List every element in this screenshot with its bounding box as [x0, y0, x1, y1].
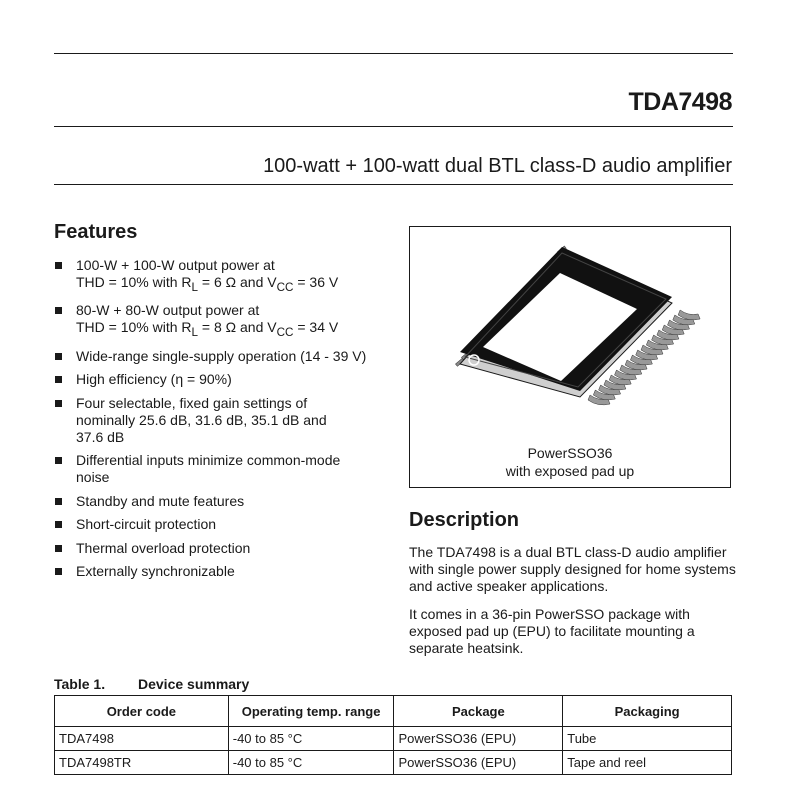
- feature-text: High efficiency (η = 90%): [76, 371, 232, 388]
- bullet-icon: [55, 400, 62, 407]
- description-heading: Description: [409, 509, 520, 531]
- description-paragraph: The TDA7498 is a dual BTL class-D audio amplifier with single power supply designed for home systems and active speaker applications.: [409, 544, 736, 594]
- feature-text: Four selectable, fixed gain settings of nominally 25.6 dB, 31.6 dB, 35.1 dB and 37.6 dB: [76, 394, 327, 445]
- feature-item: [54, 540, 394, 557]
- features-heading: Features: [54, 221, 138, 243]
- feature-text: 100-W + 100-W output power at THD = 10% with $R_L = 6$ Ω and $V_{CC} = 36$ V: [76, 257, 339, 294]
- table-number: Table 1.: [54, 676, 106, 692]
- feature-text: Differential inputs minimize common-mode noise: [76, 452, 341, 486]
- table-cell: TDA7498: [55, 727, 229, 751]
- column-header: Packaging: [563, 696, 732, 727]
- table-cell: PowerSSO36 (EPU): [394, 751, 563, 775]
- device-summary-table: [54, 695, 732, 775]
- part-number: TDA7498: [628, 88, 732, 116]
- column-header: Package: [394, 696, 563, 727]
- feature-item: [54, 395, 394, 446]
- subtitle-rule: [54, 184, 733, 185]
- table-cell: Tape and reel: [563, 751, 732, 775]
- feature-text: Short-circuit protection: [76, 516, 217, 533]
- bullet-icon: [55, 521, 62, 528]
- column-header: Operating temp. range: [228, 696, 394, 727]
- feature-item: [54, 348, 394, 365]
- table-row: [55, 727, 732, 751]
- bullet-icon: [55, 568, 62, 575]
- feature-item: [54, 302, 394, 341]
- table-cell: -40 to 85 °C: [228, 727, 394, 751]
- feature-item: [54, 563, 394, 580]
- feature-text: Standby and mute features: [76, 492, 245, 509]
- bullet-icon: [55, 545, 62, 552]
- bullet-icon: [55, 376, 62, 383]
- table-row: [55, 751, 732, 775]
- document-subtitle: 100-watt + 100-watt dual BTL class-D audio amplifier: [263, 155, 732, 177]
- feature-item: [54, 452, 394, 486]
- feature-text: Wide-range single-supply operation (14 - 39 V): [76, 347, 367, 364]
- package-caption-line2: with exposed pad up: [505, 463, 635, 479]
- table-caption: [54, 676, 249, 692]
- feature-text: Thermal overload protection: [76, 539, 251, 556]
- feature-text: Externally synchronizable: [76, 563, 235, 580]
- package-figure: [409, 226, 731, 488]
- table-cell: PowerSSO36 (EPU): [394, 727, 563, 751]
- table-title: Device summary: [138, 676, 250, 692]
- description-paragraph: It comes in a 36-pin PowerSSO package with exposed pad up (EPU) to facilitate mounting a separate heatsink.: [409, 606, 695, 656]
- table-cell: TDA7498TR: [55, 751, 229, 775]
- bullet-icon: [55, 307, 62, 314]
- bullet-icon: [55, 353, 62, 360]
- feature-item: [54, 257, 394, 296]
- top-rule: [54, 53, 733, 54]
- column-header: Order code: [55, 696, 229, 727]
- feature-item: [54, 516, 394, 533]
- feature-item: [54, 493, 394, 510]
- bullet-icon: [55, 262, 62, 269]
- feature-item: [54, 371, 394, 388]
- table-header-row: [55, 696, 732, 727]
- package-caption-line1: PowerSSO36: [527, 445, 613, 461]
- features-list: [54, 257, 394, 587]
- table-cell: Tube: [563, 727, 732, 751]
- feature-text: 80-W + 80-W output power at THD = 10% with $R_L = 8$ Ω and $V_{CC} = 34$ V: [76, 302, 339, 340]
- table-cell: -40 to 85 °C: [228, 751, 394, 775]
- bullet-icon: [55, 457, 62, 464]
- title-rule: [54, 126, 733, 127]
- bullet-icon: [55, 498, 62, 505]
